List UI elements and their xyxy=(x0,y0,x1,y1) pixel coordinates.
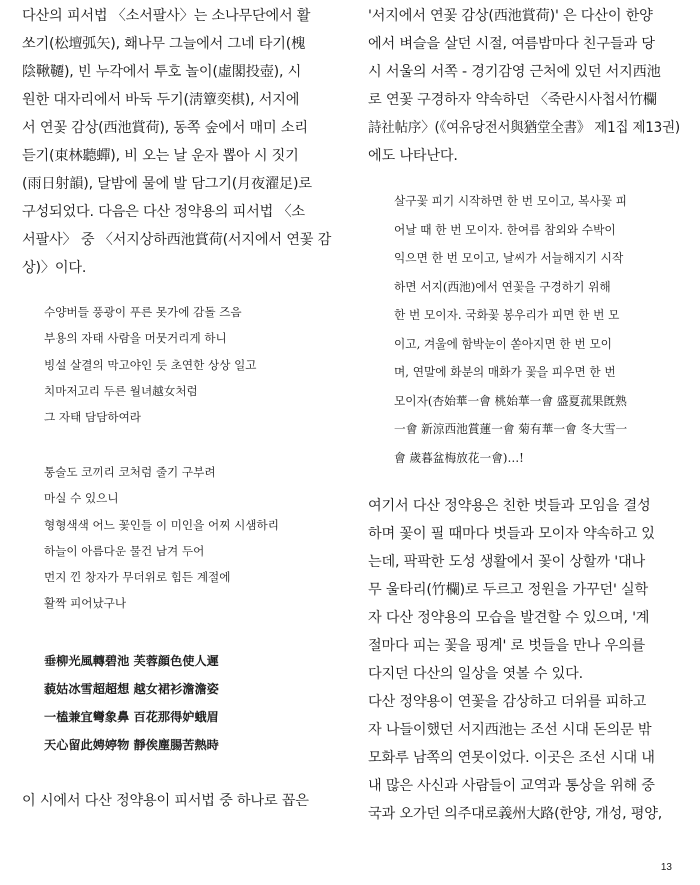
right-body-paragraph xyxy=(368,492,662,828)
poem-line: 치마저고리 두른 월녀越女처럼 xyxy=(44,383,198,398)
closing-paragraph xyxy=(22,787,309,815)
poem-line: 활짝 피어났구나 xyxy=(44,596,127,611)
hanzi-line: 天心留此娉婷物 靜俟塵腸苦熱時 xyxy=(44,738,219,752)
text-line: 다산 정약용이 연꽃을 감상하고 더위를 피하고 xyxy=(368,694,647,710)
right-intro-paragraph xyxy=(368,2,696,170)
quote-block xyxy=(394,187,627,472)
hanzi-line: 一榼兼宜彎象鼻 百花那得妒蛾眉 xyxy=(44,710,219,724)
text-line: 로 연꽃 구경하자 약속하던 〈죽란시사첩서竹欄 xyxy=(368,92,657,108)
text-line: 이 시에서 다산 정약용이 피서법 중 하나로 꼽은 xyxy=(22,793,309,809)
poem-line: 마실 수 있으니 xyxy=(44,491,119,506)
text-line: 쏘기(松壇弧矢), 홰나무 그늘에서 그네 타기(槐 xyxy=(22,36,306,52)
text-line: 구성되었다. 다음은 다산 정약용의 피서법 〈소 xyxy=(22,204,305,220)
text-line: 무 울타리(竹欄)로 두르고 정원을 가꾸던' 실학 xyxy=(368,582,648,598)
text-line: 자 다산 정약용의 모습을 발견할 수 있으며, '계 xyxy=(368,610,650,626)
quote-line: 모이자(杏始華一會 桃始華一會 盛夏菰果旣熟 xyxy=(394,393,627,408)
poem-line: 형형색색 어느 꽃인들 이 미인을 어찌 시샘하리 xyxy=(44,517,279,532)
text-line: 陰鞦韆), 빈 누각에서 투호 놀이(虛閣投壺), 시 xyxy=(22,64,302,80)
text-line: 시 서울의 서쪽 - 경기감영 근처에 있던 서지西池 xyxy=(368,64,661,80)
quote-line: 어날 때 한 번 모이자. 한여름 참외와 수박이 xyxy=(394,222,616,237)
quote-line: 一會 新涼西池賞蓮一會 菊有華一會 冬大雪一 xyxy=(394,422,628,436)
text-line: 詩社帖序〉(《여유당전서與猶堂全書》 제1집 제13권) xyxy=(368,120,681,136)
intro-paragraph xyxy=(22,2,331,282)
poem-line: 그 자태 담담하여라 xyxy=(44,410,141,425)
text-line: 에서 벼슬을 살던 시절, 여름밤마다 친구들과 당 xyxy=(368,36,655,52)
poem-stanza-2 xyxy=(44,459,279,617)
text-line: 자 나들이했던 서지西池는 조선 시대 돈의문 밖 xyxy=(368,722,652,738)
quote-line: 익으면 한 번 모이고, 날씨가 서늘해지기 시작 xyxy=(394,251,624,265)
text-line: (雨日射韻), 달밤에 물에 발 담그기(月夜濯足)로 xyxy=(22,176,312,192)
quote-line: 이고, 겨울에 함박눈이 쏟아지면 한 번 모이 xyxy=(394,336,612,351)
text-line: 듣기(東林聽蟬), 비 오는 날 운자 뽑아 시 짓기 xyxy=(22,148,299,164)
text-line: '서지에서 연꽃 감상(西池賞荷)' 은 다산이 한양 xyxy=(368,8,653,24)
text-line: 여기서 다산 정약용은 친한 벗들과 모임을 결성 xyxy=(368,498,651,514)
text-line: 내 많은 사신과 사람들이 교역과 통상을 위해 중 xyxy=(368,778,655,794)
poem-line: 수양버들 풍광이 푸른 못가에 감돌 즈음 xyxy=(44,305,242,319)
quote-line: 한 번 모이자. 국화꽃 봉우리가 피면 한 번 모 xyxy=(394,308,620,322)
hanzi-line: 垂柳光風轉碧池 芙蓉顔色使人遲 xyxy=(44,654,219,668)
page-number: 13 xyxy=(660,862,672,873)
text-line: 상)〉이다. xyxy=(22,260,87,276)
quote-line: 며, 연말에 화분의 매화가 꽃을 피우면 한 번 xyxy=(394,365,616,379)
text-line: 에도 나타난다. xyxy=(368,148,458,164)
hanzi-line: 藐姑冰雪超超想 越女裙衫澹澹姿 xyxy=(44,682,219,696)
text-line: 다산의 피서법 〈소서팔사〉는 소나무단에서 활 xyxy=(22,8,311,24)
poem-line: 부용의 자태 사람을 머뭇거리게 하니 xyxy=(44,331,227,346)
text-line: 서 연꽃 감상(西池賞荷), 동쪽 숲에서 매미 소리 xyxy=(22,120,308,136)
quote-line: 살구꽃 피기 시작하면 한 번 모이고, 복사꽃 피 xyxy=(394,194,627,208)
poem-stanza-1 xyxy=(44,299,257,430)
text-line: 다지던 다산의 일상을 엿볼 수 있다. xyxy=(368,666,583,682)
text-line: 국과 오가던 의주대로義州大路(한양, 개성, 평양, xyxy=(368,806,663,822)
quote-line: 會 歲暮盆梅放花一會)…! xyxy=(394,450,524,465)
text-line: 는데, 팍팍한 도성 생활에서 꽃이 상할까 '대나 xyxy=(368,554,645,570)
text-line: 하며 꽃이 필 때마다 벗들과 모이자 약속하고 있 xyxy=(368,526,655,542)
text-line: 절마다 피는 꽃을 핑계' 로 벗들을 만나 우의를 xyxy=(368,638,645,654)
poem-line: 빙설 살결의 막고야인 듯 초연한 상상 일고 xyxy=(44,357,257,372)
poem-line: 하늘이 아름다운 물건 남겨 두어 xyxy=(44,543,205,558)
poem-line: 먼지 낀 창자가 무더위로 힘든 계절에 xyxy=(44,570,231,585)
hanzi-poem xyxy=(44,647,219,759)
text-line: 원한 대자리에서 바둑 두기(淸簟奕棋), 서지에 xyxy=(22,92,300,108)
text-line: 서팔사〉 중 〈서지상하西池賞荷(서지에서 연꽃 감 xyxy=(22,232,332,248)
poem-line: 통술도 코끼리 코처럼 줄기 구부려 xyxy=(44,465,216,479)
text-line: 모화루 남쪽의 연못이었다. 이곳은 조선 시대 내 xyxy=(368,750,655,766)
quote-line: 하면 서지(西池)에서 연꽃을 구경하기 위해 xyxy=(394,279,611,294)
